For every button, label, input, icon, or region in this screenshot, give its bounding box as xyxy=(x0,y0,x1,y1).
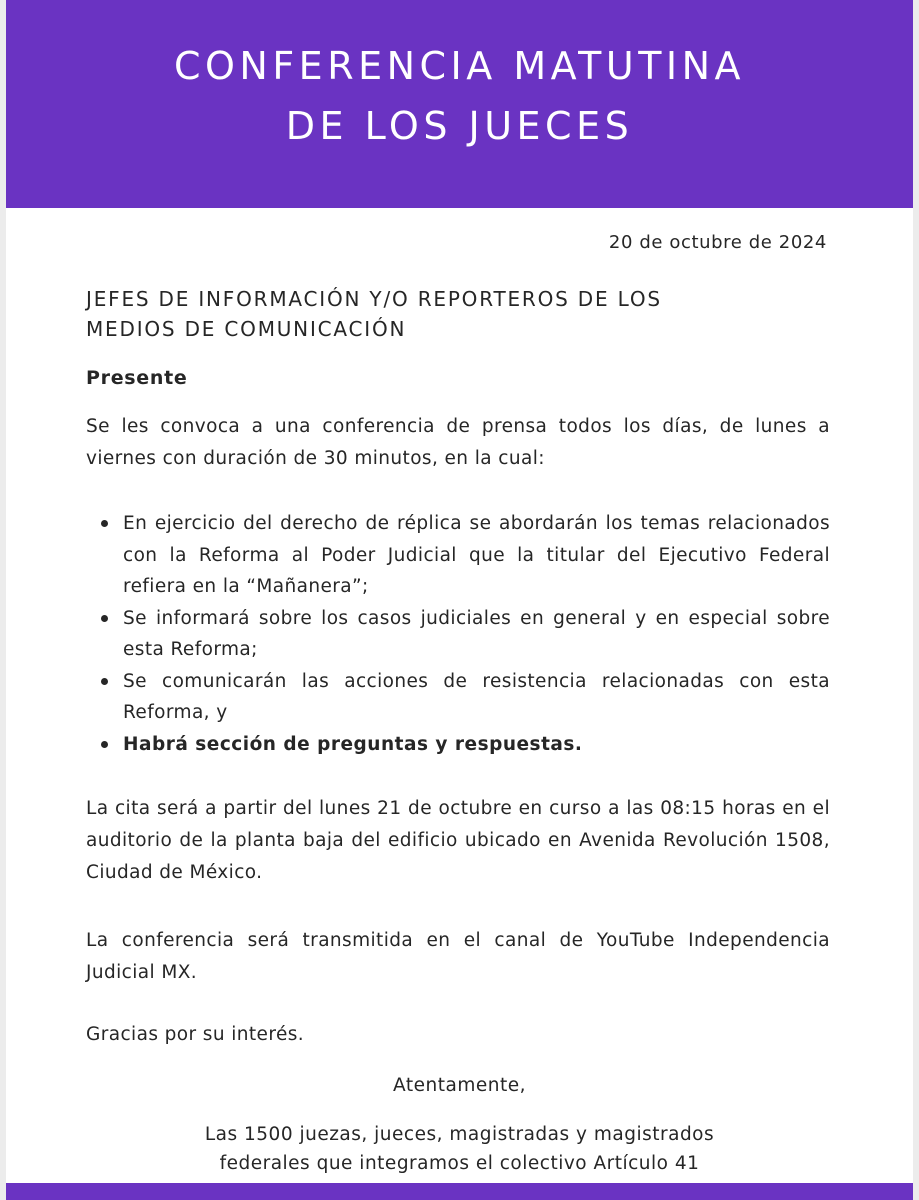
list-item-text: Habrá sección de preguntas y respuestas. xyxy=(123,733,583,755)
header-title-line-2: DE LOS JUECES xyxy=(285,104,634,148)
signature-line-2: federales que integramos el colectivo Artículo 41 xyxy=(219,1153,700,1174)
recipient-block xyxy=(86,284,662,344)
signature-line-1: Las 1500 juezas, jueces, magistradas y magistrados xyxy=(204,1124,715,1145)
thanks-paragraph: Gracias por su interés. xyxy=(86,1024,305,1045)
list-item-text: Se informará sobre los casos judiciales en general y en especial sobre esta Reforma; xyxy=(123,607,830,660)
letter-date: 20 de octubre de 2024 xyxy=(608,232,827,253)
header-banner xyxy=(6,0,913,208)
closing-phrase: Atentamente, xyxy=(393,1075,526,1096)
list-item-text: Se comunicarán las acciones de resistencia relacionadas con esta Reforma, y xyxy=(123,670,830,723)
list-item xyxy=(86,729,830,761)
meeting-details-paragraph: La cita será a partir del lunes 21 de octubre en curso a las 08:15 horas en el auditorio de la planta baja del edificio ubicado en Avenida Revolución 1508, Ciudad de México. xyxy=(86,798,830,883)
bullet-icon xyxy=(101,678,108,685)
bullet-icon xyxy=(101,520,108,527)
recipient-line-2: MEDIOS DE COMUNICACIÓN xyxy=(86,317,407,341)
list-item xyxy=(86,508,830,603)
agenda-list xyxy=(86,508,830,760)
salutation: Presente xyxy=(86,367,188,389)
list-item xyxy=(86,603,830,666)
footer-bar xyxy=(6,1183,913,1200)
header-title-line-1: CONFERENCIA MATUTINA xyxy=(173,44,746,88)
list-item-text: En ejercicio del derecho de réplica se abordarán los temas relacionados con la Reforma al Poder Judicial que la titular del Ejecutivo Federal refiera en la “Mañanera”; xyxy=(123,513,830,597)
bullet-icon xyxy=(101,615,108,622)
recipient-line-1: JEFES DE INFORMACIÓN Y/O REPORTEROS DE LOS xyxy=(86,287,662,311)
intro-paragraph: Se les convoca a una conferencia de prensa todos los días, de lunes a viernes con duración de 30 minutos, en la cual: xyxy=(86,416,830,469)
bullet-icon xyxy=(101,741,108,748)
broadcast-paragraph: La conferencia será transmitida en el canal de YouTube Independencia Judicial MX. xyxy=(86,930,830,983)
list-item xyxy=(86,666,830,729)
